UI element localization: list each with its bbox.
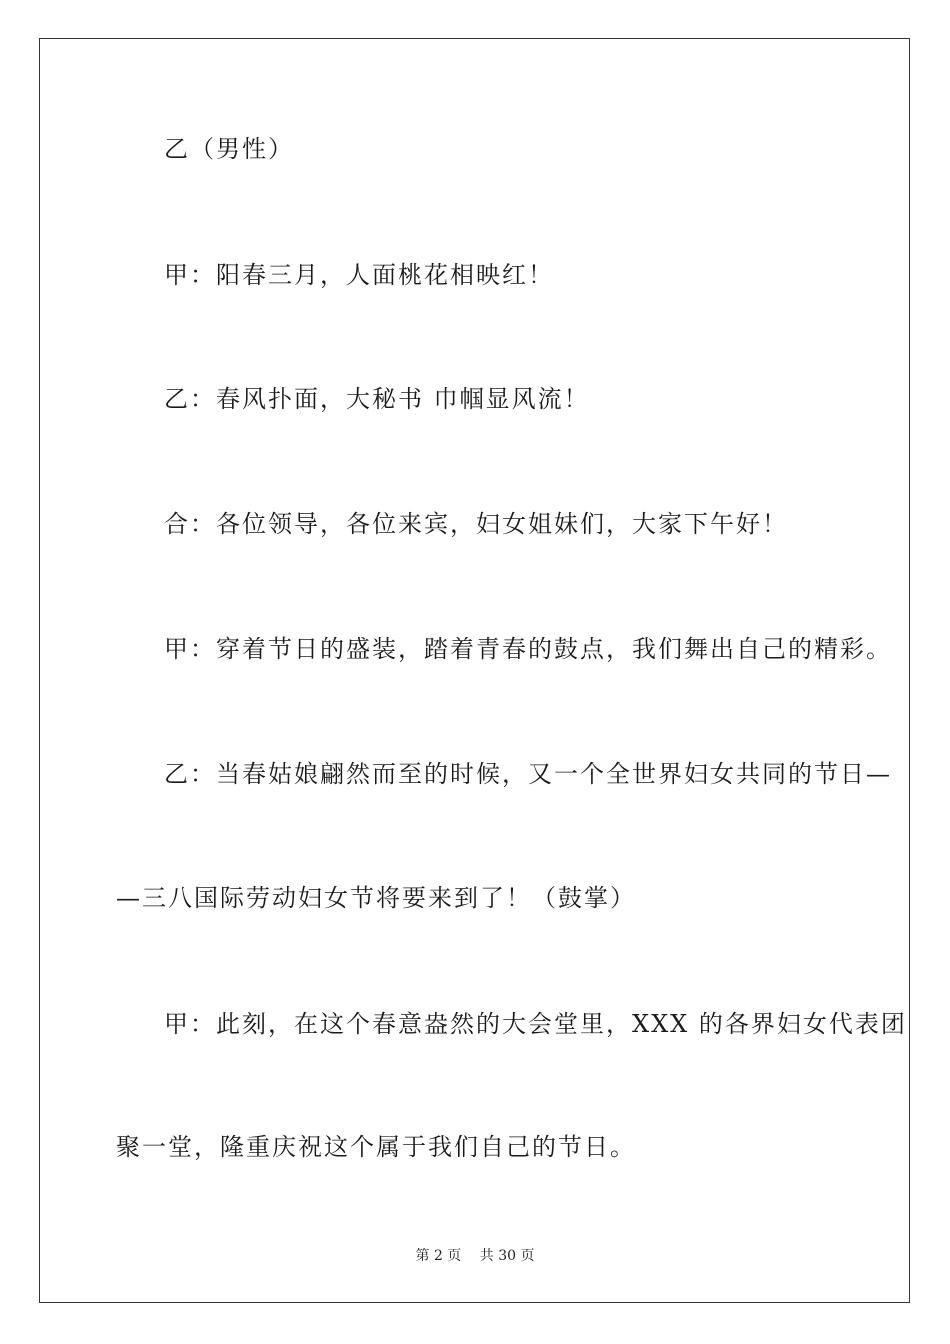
script-line-4: 合：各位领导，各位来宾，妇女姐妹们，大家下午好！ <box>164 510 788 538</box>
script-line-5: 甲：穿着节日的盛装，踏着青春的鼓点，我们舞出自己的精彩。 <box>164 635 892 663</box>
page-border <box>39 38 910 1303</box>
script-line-3: 乙：春风扑面，大秘书 巾帼显风流！ <box>164 385 590 413</box>
page-number-footer: 第 2 页 共 30 页 <box>415 1248 535 1264</box>
script-line-1: 乙（男性） <box>164 135 294 163</box>
script-line-9: 聚一堂，隆重庆祝这个属于我们自己的节日。 <box>116 1133 636 1161</box>
script-line-6: 乙：当春姑娘翩然而至的时候，又一个全世界妇女共同的节日— <box>164 760 892 788</box>
script-line-8: 甲：此刻，在这个春意盎然的大会堂里，XXX 的各界妇女代表团 <box>164 1010 907 1038</box>
script-line-7: —三八国际劳动妇女节将要来到了！（鼓掌） <box>116 884 636 912</box>
script-line-2: 甲：阳春三月，人面桃花相映红！ <box>164 261 554 289</box>
